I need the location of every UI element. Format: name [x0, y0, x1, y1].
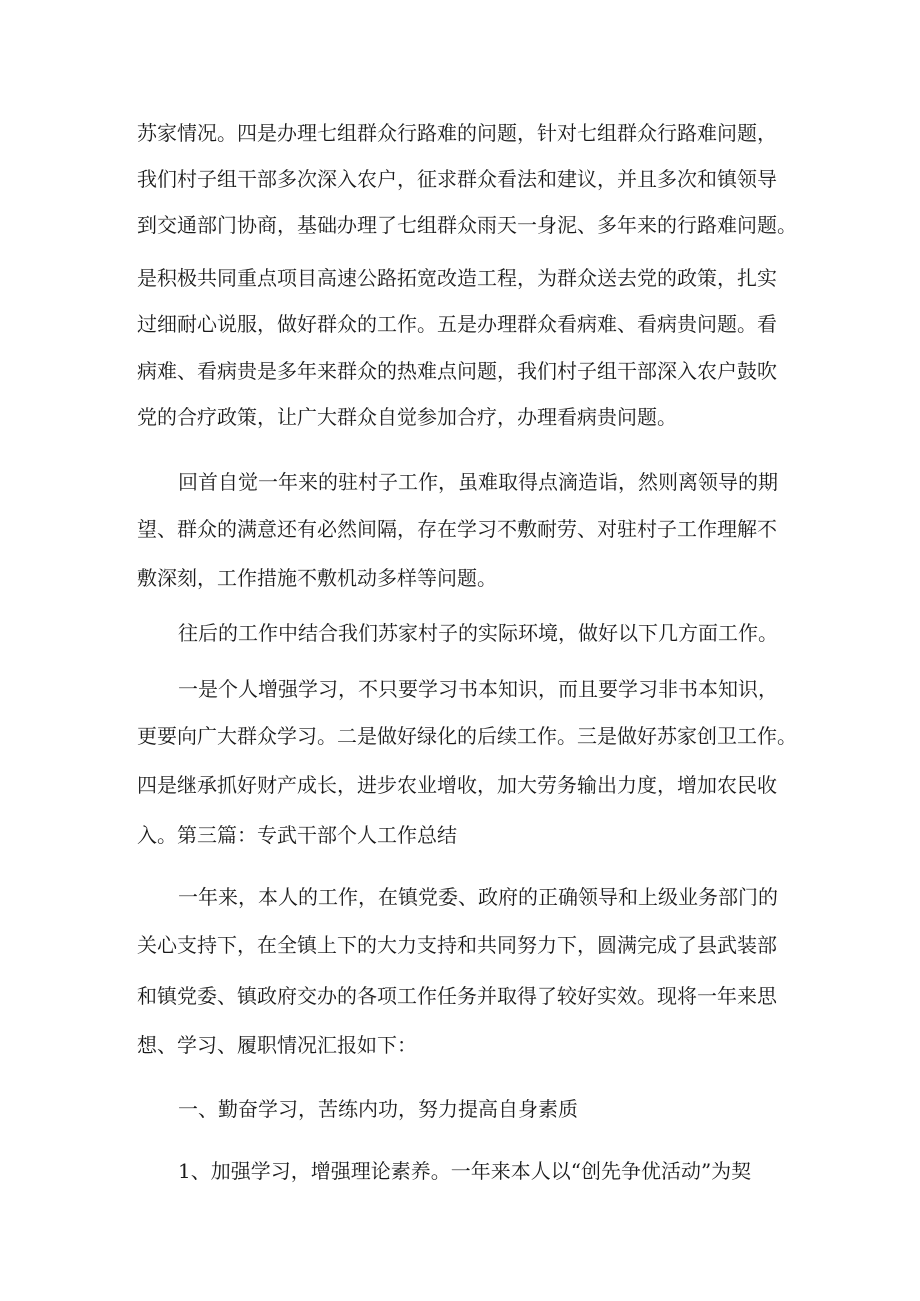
- text-line: 苏家情况。四是办理七组群众行路难的问题，针对七组群众行路难问题，: [137, 121, 777, 145]
- text-line: 过细耐心说服，做好群众的工作。五是办理群众看病难、看病贵问题。看: [137, 312, 777, 336]
- text-line: 1、加强学习，增强理论素养。一年来本人以“创先争优活动”为契: [178, 1159, 752, 1183]
- text-line: 到交通部门协商，基础办理了七组群众雨天一身泥、多年来的行路难问题。: [137, 213, 797, 237]
- text-line: 党的合疗政策，让广大群众自觉参加合疗，办理看病贵问题。: [137, 405, 677, 429]
- text-line: 回首自觉一年来的驻村子工作，虽难取得点滴造诣，然则离领导的期: [178, 470, 778, 494]
- text-line: 和镇党委、镇政府交办的各项工作任务并取得了较好实效。现将一年来思: [137, 984, 777, 1008]
- section-heading: 一、勤奋学习，苦练内功，努力提高自身素质: [178, 1097, 578, 1121]
- text-line: 是积极共同重点项目高速公路拓宽改造工程，为群众送去党的政策，扎实: [137, 266, 777, 290]
- text-line: 病难、看病贵是多年来群众的热难点问题，我们村子组干部深入农户鼓吹: [137, 359, 777, 383]
- text-line: 我们村子组干部多次深入农户，征求群众看法和建议，并且多次和镇领导: [137, 167, 777, 191]
- text-line: 一年来，本人的工作，在镇党委、政府的正确领导和上级业务部门的: [178, 885, 778, 909]
- text-line: 一是个人增强学习，不只要学习书本知识，而且要学习非书本知识，: [178, 677, 778, 701]
- text-line: 更要向广大群众学习。二是做好绿化的后续工作。三是做好苏家创卫工作。: [137, 724, 797, 748]
- text-line: 四是继承抓好财产成长，进步农业增收，加大劳务输出力度，增加农民收: [137, 773, 777, 797]
- text-line: 往后的工作中结合我们苏家村子的实际环境，做好以下几方面工作。: [178, 621, 778, 645]
- text-line: 入。第三篇：专武干部个人工作总结: [137, 823, 457, 847]
- text-line: 关心支持下，在全镇上下的大力支持和共同努力下，圆满完成了县武装部: [137, 933, 777, 957]
- text-line: 敷深刻，工作措施不敷机动多样等问题。: [137, 566, 497, 590]
- text-line: 想、学习、履职情况汇报如下：: [137, 1033, 417, 1057]
- text-line: 望、群众的满意还有必然间隔，存在学习不敷耐劳、对驻村子工作理解不: [137, 517, 777, 541]
